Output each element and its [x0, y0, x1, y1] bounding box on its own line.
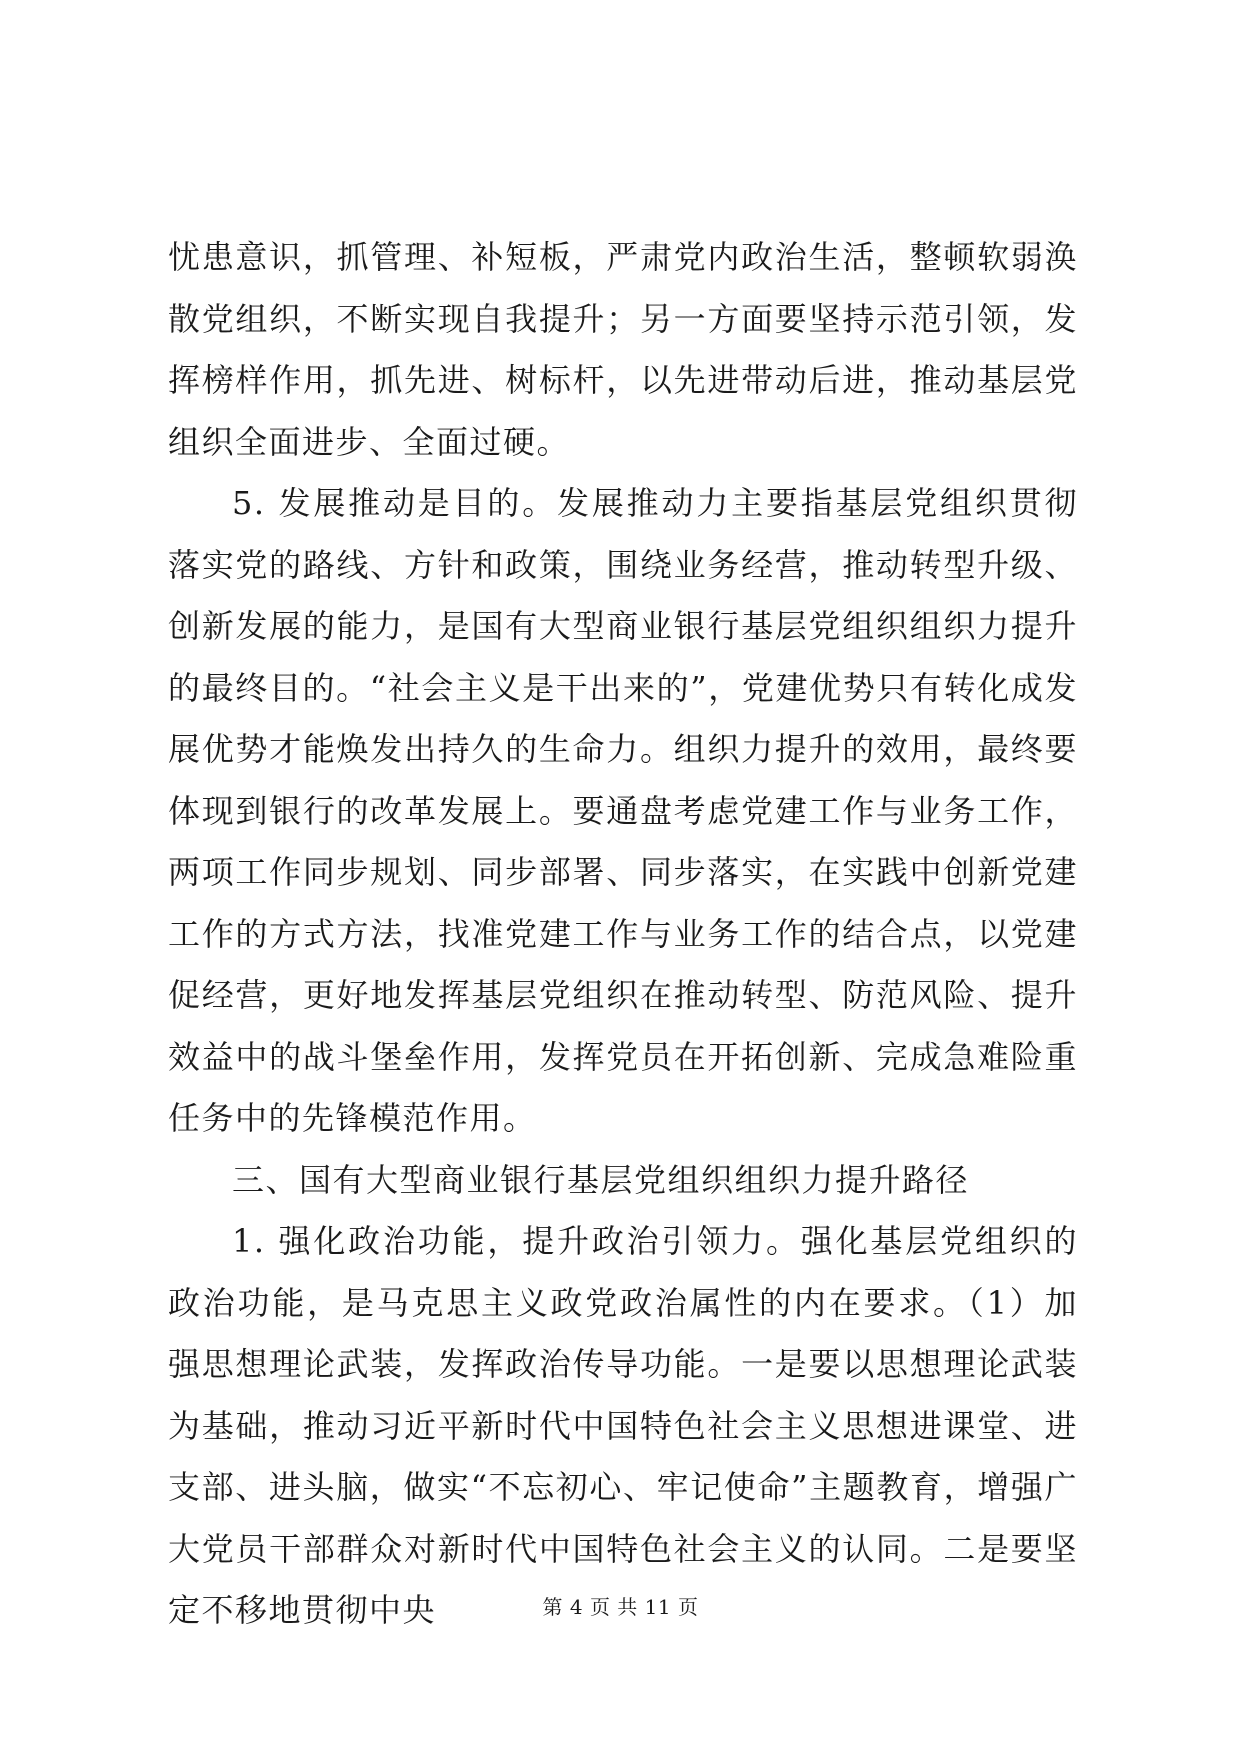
paragraph-continuation: 忧患意识，抓管理、补短板，严肃党内政治生活，整顿软弱涣散党组织，不断实现自我提升；另一方面要坚持示范引领，发挥榜样作用，抓先进、树标杆，以先进带动后进，推动基层党组织全面进步、全面过硬。 — [168, 238, 1078, 461]
document-body — [168, 227, 1078, 1642]
paragraph-point-5: 5. 发展推动是目的。发展推动力主要指基层党组织贯彻落实党的路线、方针和政策，围绕业务经营，推动转型升级、创新发展的能力，是国有大型商业银行基层党组织组织力提升的最终目的。“社会主义是干出来的”，党建优势只有转化成发展优势才能焕发出持久的生命力。组织力提升的效用，最终要体现到银行的改革发展上。要通盘考虑党建工作与业务工作，两项工作同步规划、同步部署、同步落实，在实践中创新党建工作的方式方法，找准党建工作与业务工作的结合点，以党建促经营，更好地发挥基层党组织在推动转型、防范风险、提升效益中的战斗堡垒作用，发挥党员在开拓创新、完成急难险重任务中的先锋模范作用。 — [168, 484, 1078, 1137]
section-heading: 三、国有大型商业银行基层党组织组织力提升路径 — [232, 1160, 970, 1199]
page-footer: 第 4 页 共 11 页 — [542, 1595, 699, 1619]
paragraph-section-3-point-1: 1. 强化政治功能，提升政治引领力。强化基层党组织的政治功能，是马克思主义政党政治属性的内在要求。（1）加强思想理论武装，发挥政治传导功能。一是要以思想理论武装为基础，推动习近平新时代中国特色社会主义思想进课堂、进支部、进头脑，做实“不忘初心、牢记使命”主题教育，增强广大党员干部群众对新时代中国特色社会主义的认同。二是要坚定不移地贯彻中央 — [168, 1222, 1078, 1629]
